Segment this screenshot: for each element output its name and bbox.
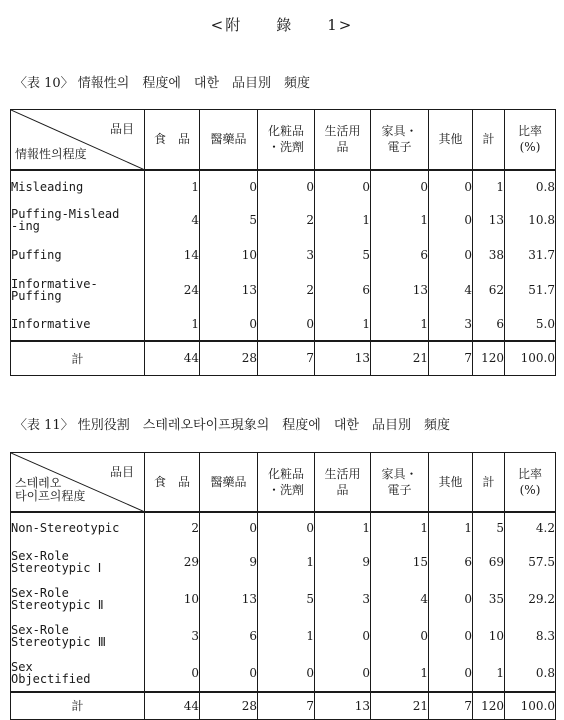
table-cell: 62 (473, 273, 505, 308)
column-header: 計 (473, 453, 505, 512)
table-cell: 0 (200, 655, 258, 692)
row-label: Sex-Role Stereotypic Ⅲ (11, 618, 145, 655)
table-cell: 9 (200, 544, 258, 581)
row-label: Puffing (11, 238, 145, 273)
table-cell: 4 (371, 581, 429, 618)
row-label: Non-Stereotypic (11, 512, 145, 544)
total-cell: 13 (315, 692, 371, 720)
table-row (11, 618, 556, 655)
table-cell: 1 (371, 655, 429, 692)
table-cell: 1 (315, 308, 371, 341)
table-cell: 1 (315, 203, 371, 238)
table-cell: 2 (145, 512, 200, 544)
table-cell: 0 (371, 170, 429, 203)
table-cell: 0 (200, 512, 258, 544)
table-cell: 3 (258, 238, 315, 273)
table-row (11, 273, 556, 308)
table-cell: 8.3 (505, 618, 556, 655)
column-header: 化粧品 ・洗劑 (258, 453, 315, 512)
row-label: Sex-Role Stereotypic Ⅰ (11, 544, 145, 581)
table-cell: 2 (258, 203, 315, 238)
table-cell: 29.2 (505, 581, 556, 618)
table-cell: 0 (429, 618, 473, 655)
column-header: 食 品 (145, 110, 200, 170)
table-row (11, 308, 556, 341)
table-cell: 5 (200, 203, 258, 238)
table-cell: 1 (473, 170, 505, 203)
corner-row-label: 情報性의程度 (15, 147, 87, 162)
total-row (11, 692, 556, 720)
table10 (10, 109, 556, 376)
total-cell: 13 (315, 341, 371, 376)
row-label: Sex-Role Stereotypic Ⅱ (11, 581, 145, 618)
column-header: 計 (473, 110, 505, 170)
total-cell: 7 (258, 341, 315, 376)
table-cell: 4 (429, 273, 473, 308)
table-cell: 29 (145, 544, 200, 581)
table-cell: 3 (429, 308, 473, 341)
table-cell: 3 (315, 581, 371, 618)
table-cell: 1 (473, 655, 505, 692)
total-cell: 7 (258, 692, 315, 720)
table-cell: 5.0 (505, 308, 556, 341)
header-row (11, 453, 556, 512)
row-label: Informative- Puffing (11, 273, 145, 308)
table-cell: 0.8 (505, 170, 556, 203)
table-cell: 69 (473, 544, 505, 581)
table-cell: 13 (200, 273, 258, 308)
table-cell: 1 (258, 618, 315, 655)
table-row (11, 655, 556, 692)
column-header: 家具・ 電子 (371, 453, 429, 512)
table-cell: 15 (371, 544, 429, 581)
table-cell: 13 (200, 581, 258, 618)
table-cell: 0 (258, 655, 315, 692)
total-cell: 21 (371, 341, 429, 376)
corner-column-label: 品目 (109, 465, 134, 479)
table11 (10, 452, 556, 720)
table-cell: 0 (429, 203, 473, 238)
table-cell: 5 (315, 238, 371, 273)
header-corner-cell (11, 110, 145, 170)
table-row (11, 512, 556, 544)
table-cell: 1 (371, 308, 429, 341)
table-cell: 13 (473, 203, 505, 238)
table-cell: 24 (145, 273, 200, 308)
table-cell: 0 (315, 655, 371, 692)
table-cell: 0 (371, 618, 429, 655)
table-cell: 1 (371, 512, 429, 544)
table-row (11, 544, 556, 581)
total-cell: 120 (473, 341, 505, 376)
table-cell: 1 (145, 170, 200, 203)
table-cell: 5 (473, 512, 505, 544)
table-cell: 0 (258, 170, 315, 203)
table-cell: 0 (258, 308, 315, 341)
table-cell: 4.2 (505, 512, 556, 544)
appendix-heading: <附 錄 1> (210, 16, 354, 34)
column-header: 醫藥品 (200, 453, 258, 512)
table-cell: 0 (200, 308, 258, 341)
row-label: Puffing-Mislead -ing (11, 203, 145, 238)
column-header: 比率 (%) (505, 453, 556, 512)
table-cell: 1 (145, 308, 200, 341)
table-cell: 10 (473, 618, 505, 655)
column-header: 生活用 品 (315, 110, 371, 170)
column-header: 醫藥品 (200, 110, 258, 170)
table-cell: 1 (371, 203, 429, 238)
header-row (11, 110, 556, 170)
table-cell: 0 (429, 170, 473, 203)
table-cell: 9 (315, 544, 371, 581)
table-cell: 14 (145, 238, 200, 273)
corner-row-label: 스테레오 타이프의程度 (15, 476, 86, 504)
total-cell: 100.0 (505, 341, 556, 376)
column-header: 生活用 品 (315, 453, 371, 512)
table-cell: 0 (145, 655, 200, 692)
table-cell: 1 (315, 512, 371, 544)
table-row (11, 203, 556, 238)
total-cell: 100.0 (505, 692, 556, 720)
row-label: Informative (11, 308, 145, 341)
column-header: 其他 (429, 110, 473, 170)
total-label: 計 (11, 692, 145, 720)
total-cell: 44 (145, 341, 200, 376)
row-label: Misleading (11, 170, 145, 203)
column-header: 食 品 (145, 453, 200, 512)
table-row (11, 170, 556, 203)
table-cell: 0 (315, 618, 371, 655)
table-cell: 0 (200, 170, 258, 203)
total-cell: 7 (429, 692, 473, 720)
total-cell: 7 (429, 341, 473, 376)
table-cell: 6 (473, 308, 505, 341)
table-cell: 6 (429, 544, 473, 581)
table-row (11, 581, 556, 618)
table-row (11, 238, 556, 273)
table-cell: 1 (429, 512, 473, 544)
table-cell: 13 (371, 273, 429, 308)
table-cell: 10 (200, 238, 258, 273)
column-header: 化粧品 ・洗劑 (258, 110, 315, 170)
table-cell: 0 (315, 170, 371, 203)
total-label: 計 (11, 341, 145, 376)
table-cell: 0.8 (505, 655, 556, 692)
table-cell: 10.8 (505, 203, 556, 238)
table10-caption: 〈表 10〉 情報性의 程度에 대한 品目別 頻度 (14, 76, 311, 91)
total-cell: 120 (473, 692, 505, 720)
table-cell: 6 (315, 273, 371, 308)
table-cell: 0 (429, 581, 473, 618)
table-cell: 6 (200, 618, 258, 655)
corner-column-label: 品目 (109, 122, 134, 136)
table-cell: 57.5 (505, 544, 556, 581)
total-cell: 21 (371, 692, 429, 720)
column-header: 其他 (429, 453, 473, 512)
table-cell: 0 (429, 655, 473, 692)
table-cell: 31.7 (505, 238, 556, 273)
row-label: Sex Objectified (11, 655, 145, 692)
total-row (11, 341, 556, 376)
table-cell: 1 (258, 544, 315, 581)
table-cell: 35 (473, 581, 505, 618)
table-cell: 5 (258, 581, 315, 618)
table-cell: 38 (473, 238, 505, 273)
column-header: 比率 (%) (505, 110, 556, 170)
total-cell: 28 (200, 692, 258, 720)
table-cell: 6 (371, 238, 429, 273)
table-cell: 51.7 (505, 273, 556, 308)
total-cell: 44 (145, 692, 200, 720)
table-cell: 4 (145, 203, 200, 238)
column-header: 家具・ 電子 (371, 110, 429, 170)
table-cell: 0 (258, 512, 315, 544)
table11-caption: 〈表 11〉 性別役割 스테레오타이프現象의 程度에 대한 品目別 頻度 (14, 418, 450, 433)
total-cell: 28 (200, 341, 258, 376)
header-corner-cell (11, 453, 145, 512)
table-cell: 0 (429, 238, 473, 273)
table-cell: 2 (258, 273, 315, 308)
table-cell: 10 (145, 581, 200, 618)
table-cell: 3 (145, 618, 200, 655)
